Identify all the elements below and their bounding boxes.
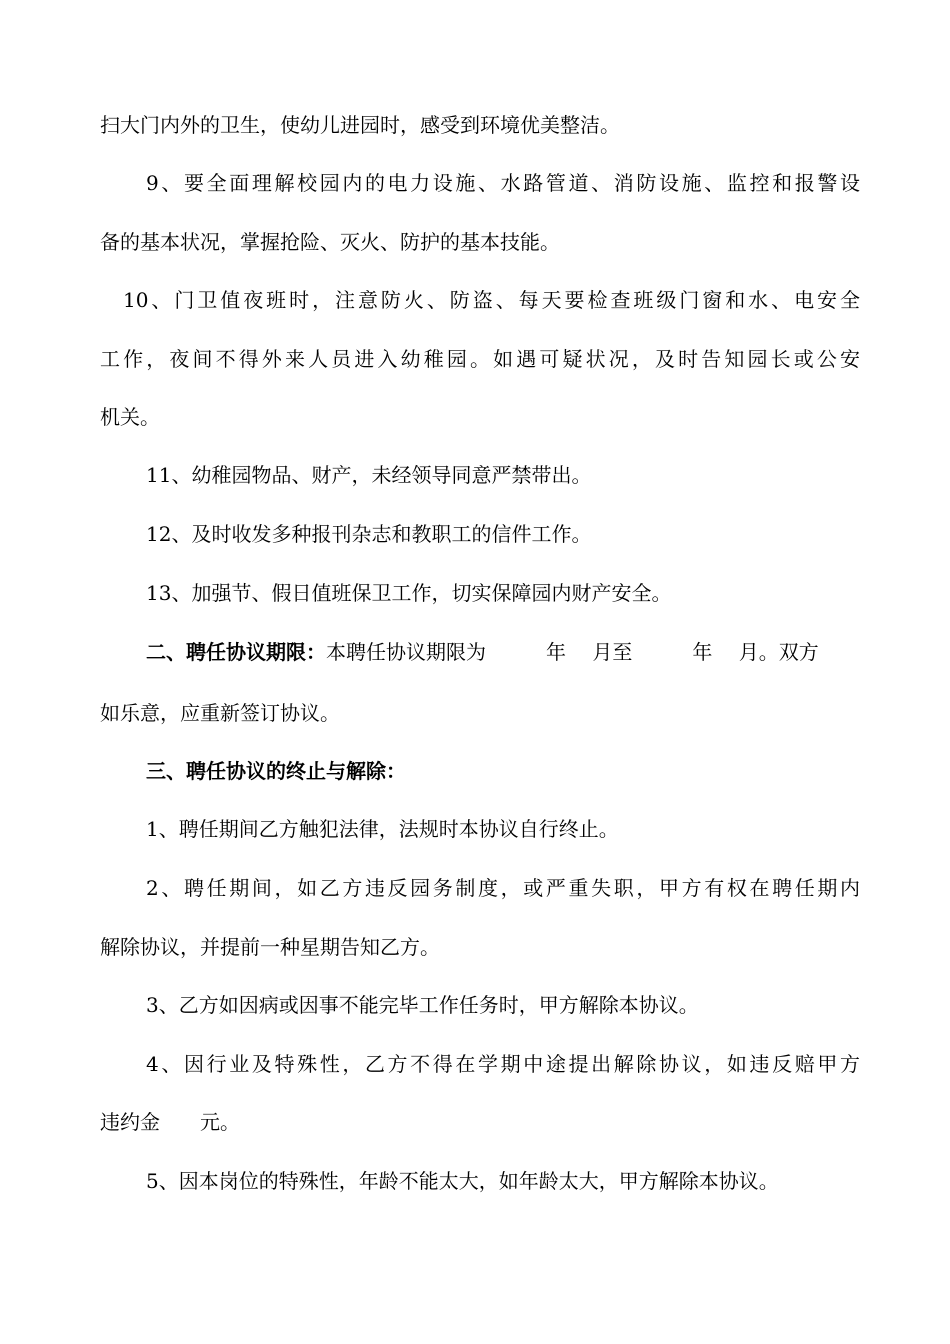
section-heading: 三、聘任协议的终止与解除： (146, 759, 406, 783)
paragraph-line: 9、要全面理解校园内的电力设施、水路管道、消防设施、监控和报警设 (146, 171, 860, 195)
paragraph-line: 11、幼稚园物品、财产，未经领导同意严禁带出。 (146, 463, 592, 487)
paragraph-line: 2、聘任期间，如乙方违反园务制度，或严重失职，甲方有权在聘任期内 (146, 876, 860, 900)
paragraph-line: 机关。 (100, 405, 160, 429)
paragraph-line: 工作，夜间不得外来人员进入幼稚园。如遇可疑状况，及时告知园长或公安 (100, 347, 860, 371)
section-term-line (146, 638, 860, 666)
paragraph-line: 12、及时收发多种报刊杂志和教职工的信件工作。 (146, 522, 592, 546)
section-text: 本聘任协议期限为 年 月至 年 月。双方 (326, 640, 819, 664)
paragraph-line: 备的基本状况，掌握抢险、灭火、防护的基本技能。 (100, 230, 560, 254)
paragraph-line: 3、乙方如因病或因事不能完毕工作任务时，甲方解除本协议。 (146, 993, 699, 1017)
paragraph-line: 扫大门内外的卫生，使幼儿进园时，感受到环境优美整洁。 (100, 113, 620, 137)
paragraph-line: 4、因行业及特殊性，乙方不得在学期中途提出解除协议，如违反赔甲方 (146, 1052, 860, 1076)
paragraph-line: 如乐意，应重新签订协议。 (100, 701, 340, 725)
paragraph-line: 1、聘任期间乙方触犯法律，法规时本协议自行终止。 (146, 817, 619, 841)
paragraph-line: 13、加强节、假日值班保卫工作，切实保障园内财产安全。 (146, 581, 672, 605)
paragraph-line: 解除协议，并提前一种星期告知乙方。 (100, 935, 440, 959)
paragraph-line: 违约金 元。 (100, 1110, 240, 1134)
paragraph-line: 5、因本岗位的特殊性，年龄不能太大，如年龄太大，甲方解除本协议。 (146, 1169, 779, 1193)
paragraph-line: 10、门卫值夜班时，注意防火、防盗、每天要检查班级门窗和水、电安全 (123, 288, 860, 312)
section-heading: 二、聘任协议期限： (146, 640, 326, 664)
